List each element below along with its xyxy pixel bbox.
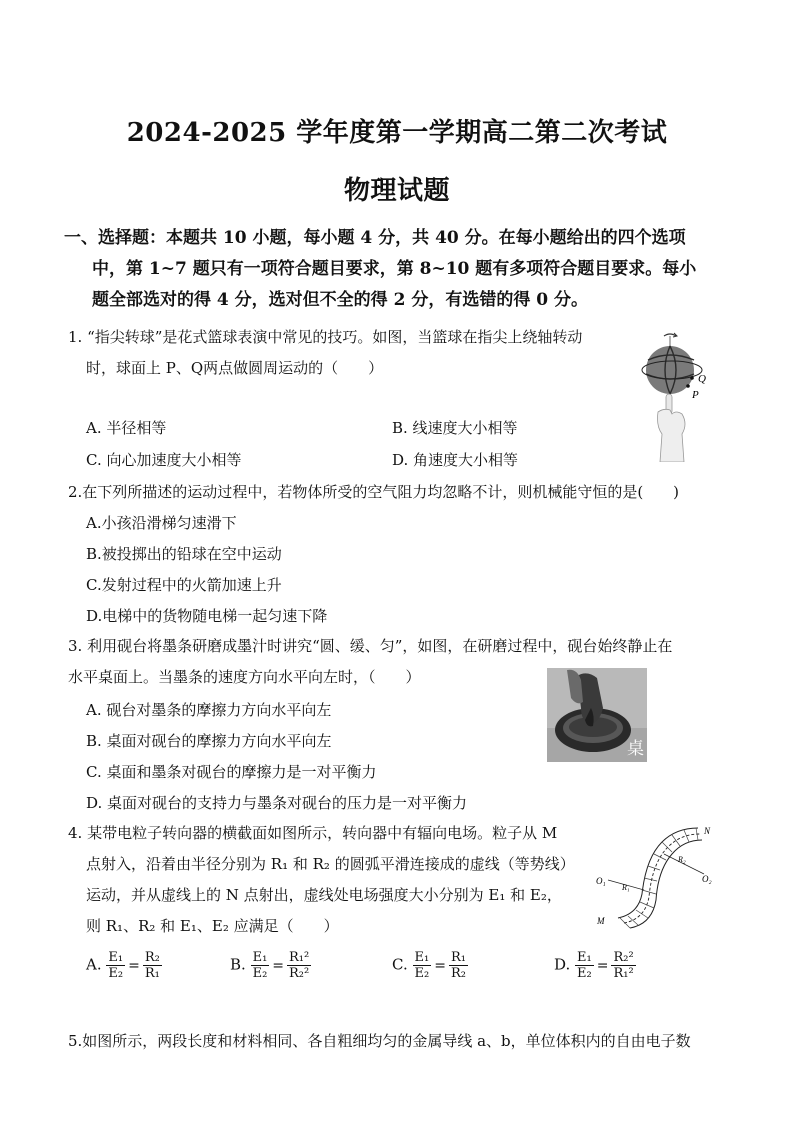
option-letter: B. (230, 955, 246, 974)
fig-label-n: N (704, 826, 711, 836)
fraction-denominator: R₂² (289, 966, 310, 981)
fig-label-p: P (692, 389, 699, 401)
fraction-denominator: E₂ (577, 966, 592, 981)
section-line: 题全部选对的得 4 分，选对但不全的得 2 分，有选错的得 0 分。 (92, 290, 588, 310)
fraction-denominator: E₂ (252, 966, 268, 981)
fraction-numerator: R₂² (613, 950, 634, 965)
fig-label-q: Q (698, 373, 706, 385)
q1-option-b[interactable]: B. 线速度大小相等 (392, 419, 518, 437)
fraction-rhs (143, 950, 162, 981)
fraction-lhs (413, 950, 432, 981)
fraction-denominator: E₂ (414, 966, 430, 981)
fraction-numerator: R₂ (144, 950, 160, 965)
option-letter: D. (554, 955, 571, 974)
q3-option-d[interactable]: D. 桌面对砚台的支持力与墨条对砚台的压力是一对平衡力 (86, 794, 468, 812)
fig-label-m: M (597, 916, 605, 926)
fraction-rhs (449, 950, 468, 981)
q2-stem: 2.在下列所描述的运动过程中，若物体所受的空气阻力均忽略不计，则机械能守恒的是( ) (68, 483, 680, 501)
q4-stem-line1: 4. 某带电粒子转向器的横截面如图所示，转向器中有辐向电场。粒子从 M (68, 824, 558, 842)
fraction-denominator: R₂ (450, 966, 466, 981)
q3-option-c[interactable]: C. 桌面和墨条对砚台的摩擦力是一对平衡力 (86, 763, 377, 781)
fraction-denominator: R₁ (144, 966, 160, 981)
fraction-denominator: R₁² (613, 966, 634, 981)
basketball-figure (636, 330, 716, 462)
page-subtitle: 物理试题 (343, 176, 450, 206)
fig-label-o2: O₂ (702, 874, 712, 884)
fraction-numerator: R₁² (289, 950, 310, 965)
q1-option-d[interactable]: D. 角速度大小相等 (392, 451, 519, 469)
inkstone-figure (547, 668, 647, 762)
q4-option-d[interactable]: D. $\frac{\text{E₁}}{\text{E₂}}$ = $\frac{\text{R₂²}}{\text{R₁²}}$ (554, 950, 634, 981)
section-instructions (64, 223, 744, 316)
section-line: 中，第 1~7 题只有一项符合题目要求，第 8~10 题有多项符合题目要求。每小 (92, 259, 697, 279)
q1-option-a[interactable]: A. 半径相等 (86, 419, 167, 437)
q2-option-d[interactable]: D.电梯中的货物随电梯一起匀速下降 (86, 607, 328, 625)
q4-option-c[interactable]: C. $\frac{\text{E₁}}{\text{E₂}}$ = $\frac{\text{R₁}}{\text{R₂}}$ (392, 950, 466, 981)
q3-option-a[interactable]: A. 砚台对墨条的摩擦力方向水平向左 (86, 701, 332, 719)
option-letter: C. (392, 955, 408, 974)
fig-label-r1: R₁ (622, 883, 630, 892)
fig-label-r2: R₂ (678, 855, 686, 864)
q4-option-a[interactable]: A. $\frac{\text{E₁}}{\text{E₂}}$ = $\frac{\text{R₂}}{\text{R₁}}$ (86, 950, 160, 981)
q3-option-b[interactable]: B. 桌面对砚台的摩擦力方向水平向左 (86, 732, 332, 750)
fraction-denominator: E₂ (108, 966, 124, 981)
fraction-numerator: E₁ (414, 950, 430, 965)
fraction-rhs (287, 950, 311, 981)
deflector-figure (594, 818, 720, 930)
fraction-numerator: R₁ (450, 950, 466, 965)
q2-option-c[interactable]: C.发射过程中的火箭加速上升 (86, 576, 282, 594)
q4-stem-line3: 运动，并从虚线上的 N 点射出，虚线处电场强度大小分别为 E₁ 和 E₂， (86, 886, 562, 904)
q4-stem-line4: 则 R₁、R₂ 和 E₁、E₂ 应满足（ ） (86, 917, 339, 935)
page-title: 2024-2025 学年度第一学期高二第二次考试 (126, 118, 668, 148)
fraction-lhs (575, 950, 594, 981)
q1-stem-line1: 1. “指尖转球”是花式篮球表演中常见的技巧。如图，当篮球在指尖上绕轴转动 (68, 328, 583, 346)
option-letter: A. (86, 955, 102, 974)
q3-stem-line2: 水平桌面上。当墨条的速度方向水平向左时，（ ） (68, 668, 421, 686)
q4-option-b[interactable]: B. $\frac{\text{E₁}}{\text{E₂}}$ = $\frac{\text{R₁²}}{\text{R₂²}}$ (230, 950, 310, 981)
fraction-rhs (611, 950, 635, 981)
q3-stem-line1: 3. 利用砚台将墨条研磨成墨汁时讲究“圆、缓、匀”，如图，在研磨过程中，砚台始终静止在 (68, 637, 673, 655)
q5-stem-line1: 5.如图所示，两段长度和材料相同、各自粗细均匀的金属导线 a、b，单位体积内的自由电子数 (68, 1032, 691, 1050)
fig-label-o1: O₁ (596, 876, 606, 886)
q1-stem-line2: 时，球面上 P、Q两点做圆周运动的（ ） (86, 359, 384, 377)
fraction-numerator: E₁ (108, 950, 124, 965)
fig-label-desk: 桌 (627, 739, 644, 759)
section-line: 一、选择题：本题共 10 小题，每小题 4 分，共 40 分。在每小题给出的四个选项 (64, 228, 686, 248)
q4-stem-line2: 点射入，沿着由半径分别为 R₁ 和 R₂ 的圆弧平滑连接成的虚线（等势线） (86, 855, 575, 873)
q2-option-a[interactable]: A.小孩沿滑梯匀速滑下 (86, 514, 237, 532)
fraction-lhs (251, 950, 270, 981)
q1-option-c[interactable]: C. 向心加速度大小相等 (86, 451, 242, 469)
fraction-numerator: E₁ (252, 950, 268, 965)
fraction-lhs (106, 950, 125, 981)
q2-option-b[interactable]: B.被投掷出的铅球在空中运动 (86, 545, 282, 563)
fraction-numerator: E₁ (577, 950, 592, 965)
